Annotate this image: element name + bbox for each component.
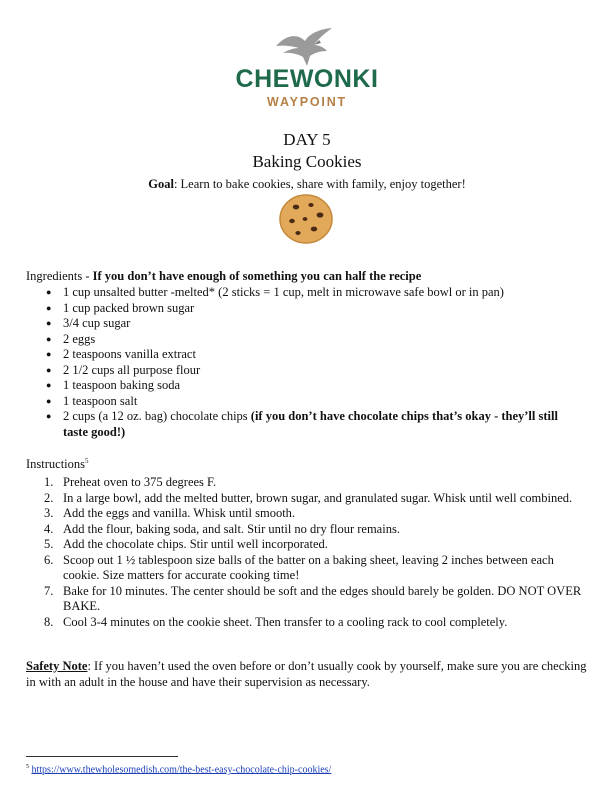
step-number: 1. — [44, 475, 54, 489]
step-text: In a large bowl, add the melted butter, brown sugar, and granulated sugar. Whisk until well combined. — [63, 490, 573, 505]
footnote — [26, 764, 331, 775]
ingredient-text: 1 cup packed brown sugar — [63, 300, 195, 315]
instruction-step — [26, 553, 586, 584]
step-text: Bake for 10 minutes. The center should be soft and the edges should barely be golden. DO NOT OVER BAKE. — [63, 583, 582, 613]
step-number: 8. — [44, 614, 54, 629]
ingredient-item — [26, 285, 586, 301]
ingredient-text: 2 eggs — [63, 331, 96, 346]
step-number: 2. — [44, 490, 54, 505]
step-number: 7. — [44, 583, 54, 598]
ingredients-heading — [26, 269, 421, 284]
safety-note-text: : If you haven’t used the oven before or don’t usually cook by yourself, make sure you are checking in with an adult in the house and have their supervision as necessary. — [26, 659, 587, 689]
ingredient-item — [26, 409, 586, 440]
step-number: 5. — [44, 537, 54, 551]
ingredient-item — [26, 378, 586, 394]
instruction-step — [26, 491, 586, 507]
step-text: Preheat oven to 375 degrees F. — [63, 475, 217, 489]
step-number: 6. — [44, 552, 54, 567]
footnote-divider — [26, 756, 178, 757]
ingredient-text: 2 cups (a 12 oz. bag) chocolate chips — [63, 409, 251, 423]
ingredient-text: 2 1/2 cups all purpose flour — [63, 362, 201, 377]
step-text: Add the chocolate chips. Stir until well incorporated. — [63, 537, 328, 551]
goal-text: : Learn to bake cookies, share with family, enjoy together! — [173, 177, 466, 191]
ingredients-heading-text: Ingredients - — [26, 269, 93, 283]
footnote-reference: 5 — [85, 457, 89, 465]
step-text: Add the eggs and vanilla. Whisk until smooth. — [63, 506, 296, 520]
goal-line — [0, 177, 614, 192]
safety-note — [26, 658, 588, 690]
instruction-step — [26, 537, 586, 553]
osprey-icon — [272, 26, 342, 68]
brand-subtitle: WAYPOINT — [267, 95, 347, 109]
goal-label: Goal — [148, 177, 174, 191]
ingredient-text: 3/4 cup sugar — [63, 316, 131, 330]
ingredient-item — [26, 394, 586, 410]
footnote-link[interactable]: https://www.thewholesomedish.com/the-best-easy-chocolate-chip-cookies/ — [31, 764, 332, 776]
instruction-step — [26, 522, 586, 538]
instructions-heading-text: Instructions — [26, 457, 86, 472]
ingredient-text: 1 teaspoon baking soda — [63, 378, 180, 392]
step-number: 4. — [44, 521, 54, 536]
instructions-list — [26, 475, 586, 630]
step-text: Cool 3-4 minutes on the cookie sheet. Then transfer to a cooling rack to cool completely. — [63, 614, 508, 629]
chewonki-logo — [0, 26, 614, 109]
instruction-step — [26, 475, 586, 491]
ingredients-list — [26, 285, 586, 440]
instruction-step — [26, 584, 586, 615]
day-heading: DAY 5 — [283, 130, 331, 149]
step-text: Scoop out 1 ½ tablespoon size balls of the batter on a baking sheet, leaving 2 inches between each cookie. Size matters for accurate cooking time! — [63, 552, 554, 582]
ingredient-item — [26, 363, 586, 379]
ingredient-text: 1 cup unsalted butter -melted* (2 sticks = 1 cup, melt in microwave safe bowl or in pan) — [63, 285, 504, 299]
instruction-step — [26, 506, 586, 522]
ingredient-note: (if you don’t have chocolate chips that’s okay - they’ll still taste good!) — [63, 409, 558, 439]
step-number: 3. — [44, 506, 54, 520]
ingredient-text: 2 teaspoons vanilla extract — [63, 347, 196, 361]
cookie-icon — [278, 193, 334, 245]
ingredient-item — [26, 316, 586, 332]
ingredient-item — [26, 332, 586, 348]
instruction-step — [26, 615, 586, 631]
ingredients-heading-note: If you don’t have enough of something you can half the recipe — [92, 269, 422, 283]
footnote-number: 5 — [26, 764, 29, 770]
ingredient-item — [26, 301, 586, 317]
safety-note-label: Safety Note — [26, 659, 88, 673]
step-text: Add the flour, baking soda, and salt. Stir until no dry flour remains. — [63, 521, 400, 536]
ingredient-text: 1 teaspoon salt — [63, 393, 138, 408]
page-title: Baking Cookies — [252, 152, 362, 171]
ingredient-item — [26, 347, 586, 363]
brand-name: CHEWONKI — [235, 65, 379, 93]
instructions-heading — [26, 457, 89, 472]
